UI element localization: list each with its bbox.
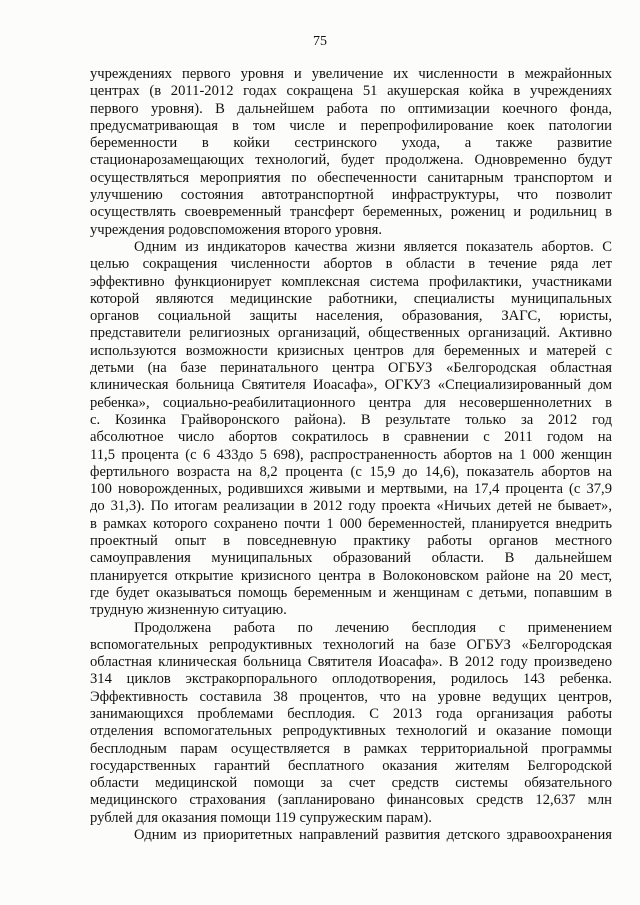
text-line: учреждения родовспоможения второго уровня. <box>90 221 383 238</box>
text-line: Эффективность составила 38 процентов, что на уровне ведущих центров, <box>90 688 612 705</box>
text-line: отделения вспомогательных репродуктивных технологий и оказание помощи <box>90 723 612 740</box>
text-line: 314 циклов экстракорпорального оплодотворения, родилось 143 ребенка. <box>90 671 612 688</box>
text-line: трудную жизненную ситуацию. <box>90 602 287 619</box>
text-line: осуществлять своевременный трансферт беременных, рожениц и родильниц в <box>90 204 612 221</box>
text-line: Одним из приоритетных направлений развития детского здравоохранения <box>134 827 612 844</box>
paragraph <box>90 620 612 828</box>
paragraph <box>90 239 612 620</box>
text-line: представители религиозных организаций, общественных организаций. Активно <box>90 325 612 342</box>
text-line: Одним из индикаторов качества жизни является показатель абортов. С <box>134 238 612 255</box>
text-line: государственных гарантий бесплатного оказания жителям Белгородской <box>90 757 612 774</box>
text-line: фертильного возраста на 8,2 процента (с 15,9 до 14,6), показатель абортов на <box>90 463 612 480</box>
paragraph <box>90 827 612 844</box>
text-line: клиническая больница Святителя Иоасафа», ОГКУЗ «Специализированный дом <box>90 377 612 394</box>
text-line: в рамках которого сохранено почти 1 000 беременностей, планируется внедрить <box>90 515 612 532</box>
text-line: где будет оказываться помощь беременным и женщинам с детьми, попавшим в <box>90 584 612 601</box>
page-number: 75 <box>313 34 327 49</box>
text-line: областная клиническая больница Святителя Иоасафа». В 2012 году произведено <box>90 654 612 671</box>
text-line: медицинского страхования (запланировано финансовых средств 12,637 млн <box>90 792 612 809</box>
text-line: осуществляться мероприятия по обеспеченности санитарным транспортом и <box>90 169 612 186</box>
text-line: Продолжена работа по лечению бесплодия с применением <box>134 619 612 636</box>
text-line: планируется открытие кризисного центра в Волоконовском районе на 20 мест, <box>90 567 612 584</box>
text-line: эффективно функционирует комплексная система профилактики, участниками <box>90 273 612 290</box>
text-line: первого уровня). В дальнейшем работа по оптимизации коечного фонда, <box>90 100 612 117</box>
text-line: используются возможности кризисных центров для беременных и матерей с <box>90 342 612 359</box>
text-line: бесплодным парам осуществляется в рамках территориальной программы <box>90 740 612 757</box>
body-text <box>90 66 612 844</box>
text-line: предусматривающая в том числе и перепрофилирование коек патологии <box>90 117 612 134</box>
text-line: целью сокращения численности абортов в области в течение ряда лет <box>90 256 612 273</box>
text-line: вспомогательных репродуктивных технологий на базе ОГБУЗ «Белгородская <box>90 636 612 653</box>
text-line: беременности в койки сестринского ухода, а также развитие <box>90 135 612 152</box>
text-line: 11,5 процента (с 6 433до 5 698), распространенность абортов на 1 000 женщин <box>90 446 612 463</box>
text-line: которой являются медицинские работники, специалисты муниципальных <box>90 290 612 307</box>
text-line: проектный опыт в повседневную практику работы органов местного <box>90 533 612 550</box>
text-line: центрах (в 2011-2012 годах сокращена 51 акушерская койка в учреждениях <box>90 83 612 100</box>
text-line: детьми (на базе перинатального центра ОГБУЗ «Белгородская областная <box>90 360 612 377</box>
text-line: абсолютное число абортов сократилось в сравнении с 2011 годом на <box>90 429 612 446</box>
paragraph <box>90 66 612 239</box>
text-line: области медицинской помощи за счет средств системы обязательного <box>90 775 612 792</box>
text-line: до 31,3). По итогам реализации в 2012 году проекта «Ничьих детей не бывает», <box>90 498 612 515</box>
text-line: самоуправления муниципальных образований области. В дальнейшем <box>90 550 612 567</box>
text-line: ребенка», социально-реабилитационного центра для несовершеннолетних в <box>90 394 612 411</box>
text-line: органов социальной защиты населения, образования, ЗАГС, юристы, <box>90 308 612 325</box>
text-line: занимающихся проблемами бесплодия. С 2013 года организация работы <box>90 705 612 722</box>
text-line: стационарозамещающих технологий, будет продолжена. Одновременно будут <box>90 152 612 169</box>
text-line: учреждениях первого уровня и увеличение их численности в межрайонных <box>90 66 612 82</box>
text-line: с. Козинка Грайворонского района). В результате только за 2012 год <box>90 411 612 428</box>
text-line: рублей для оказания помощи 119 супружеским парам). <box>90 809 432 826</box>
text-line: 100 новорожденных, родившихся живыми и мертвыми, на 17,4 процента (с 37,9 <box>90 481 612 498</box>
text-line: улучшению состояния автотранспортной инфраструктуры, что позволит <box>90 187 612 204</box>
